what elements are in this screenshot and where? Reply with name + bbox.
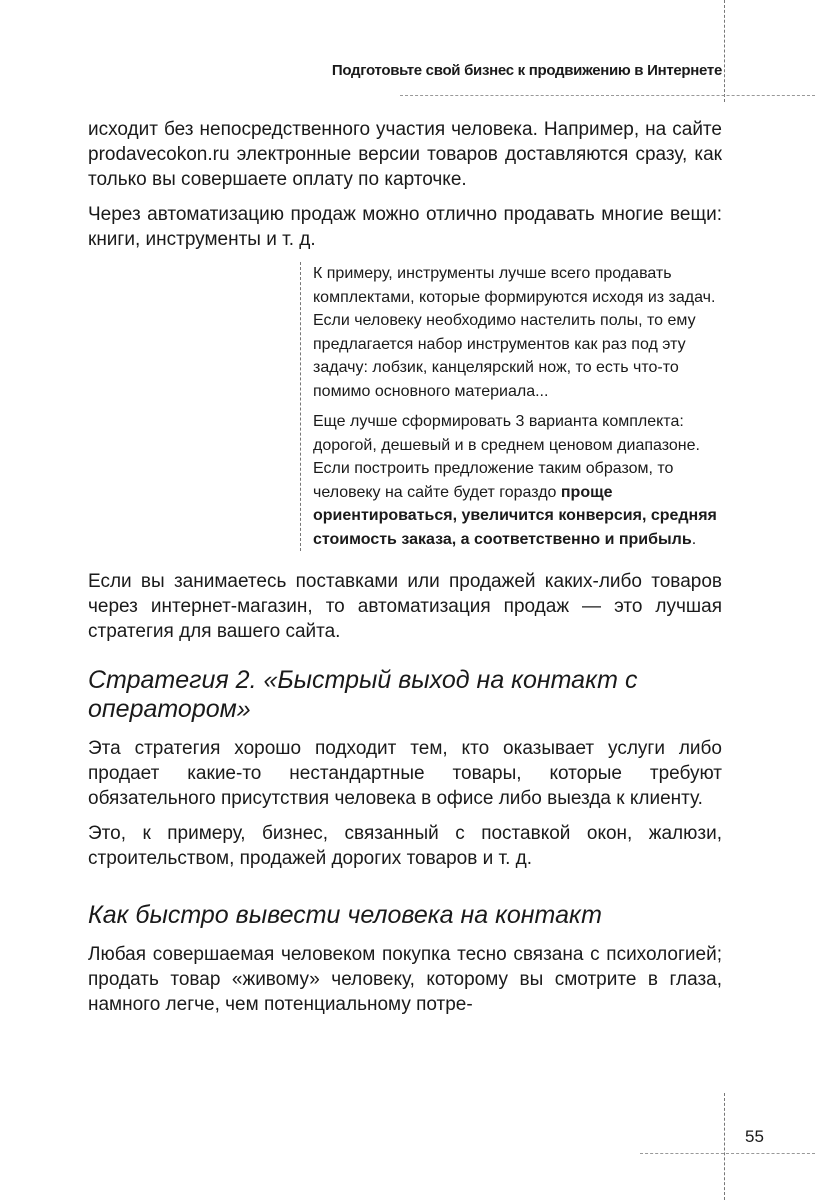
crop-mark-bottom [724,1093,725,1200]
header-rule [400,95,815,96]
section-heading: Стратегия 2. «Быстрый выход на контакт с оператором» [88,666,638,723]
sidebar-quote [300,262,722,551]
quote-text: Еще лучше сформировать 3 варианта комплекта: дорогой, дешевый и в среднем ценовом диапазоне. Если построить предложение таким образом, то человеку на сайте будет гораздо [313,413,700,501]
quote-text: . [691,530,697,548]
crop-mark-top [724,0,725,102]
footer-rule [640,1153,815,1154]
paragraph: Любая совершаемая человеком покупка тесно связана с психологией; продать товар «живому» человеку, которому вы смотрите в глаза, намного легче, чем потенциальному потре- [88,944,722,1015]
paragraph: Через автоматизацию продаж можно отлично продавать многие вещи: книги, инструменты и т. д. [88,204,722,250]
page-body [88,117,722,1027]
paragraph: Это, к примеру, бизнес, связанный с поставкой окон, жалюзи, строительством, продажей дорогих товаров и т. д. [88,823,722,869]
page-number: 55 [745,1127,764,1146]
quote-paragraph [313,410,722,551]
paragraph: Эта стратегия хорошо подходит тем, кто оказывает услуги либо продает какие-то нестандартные товары, которые требуют обязательного присутствия человека в офисе либо выезда к клиенту. [88,738,722,809]
paragraph: Если вы занимаетесь поставками или продажей каких-либо товаров через интернет-магазин, то автоматизация продаж — это лучшая стратегия для вашего сайта. [88,571,722,642]
quote-paragraph: К примеру, инструменты лучше всего продавать комплектами, которые формируются исходя из задач. Если человеку необходимо настелить полы, то ему предлагается набор инструментов как раз под эту задачу: лобзик, канцелярский нож, то есть что-то помимо основного материала... [313,265,716,400]
section-heading: Как быстро вывести человека на контакт [88,901,602,929]
running-header: Подготовьте свой бизнес к продвижению в Интернете [331,62,722,79]
paragraph: исходит без непосредственного участия человека. Например, на сайте prodavecokon.ru электронные версии товаров доставляются сразу, как только вы совершаете оплату по карточке. [88,119,722,190]
quote-bold-text: проще ориентироваться, увеличится конверсия, средняя стоимость заказа, а соответственно и прибыль [313,483,717,548]
